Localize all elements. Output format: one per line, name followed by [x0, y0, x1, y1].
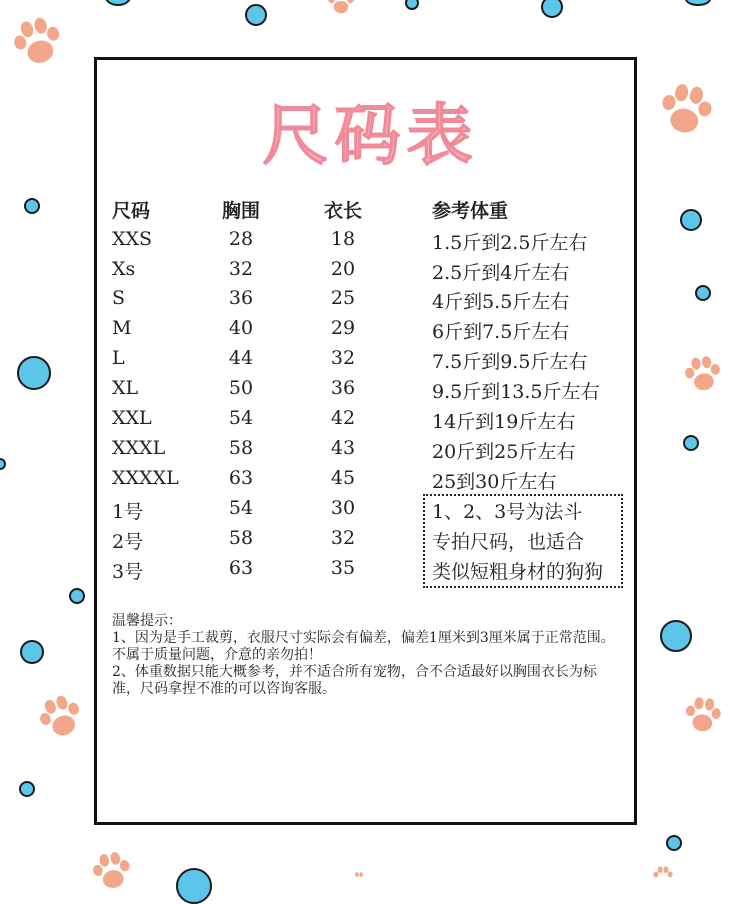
- cell-length: 29: [330, 317, 356, 339]
- cell-length: 25: [330, 287, 356, 309]
- blue-dot-decoration: [680, 209, 702, 231]
- paw-print-icon: [640, 866, 686, 887]
- header-chest: 胸围: [221, 200, 260, 222]
- cell-length: 35: [330, 557, 356, 579]
- paw-print-icon: [32, 689, 90, 746]
- cell-size: XXS: [112, 228, 153, 250]
- cell-weight: 1.5斤到2.5斤左右: [432, 232, 588, 254]
- blue-dot-decoration: [685, 0, 711, 6]
- tips-line-1: 1、因为是手工裁剪，衣服尺寸实际会有偏差，偏差1厘米到3厘米属于正常范围。不属于质量问题，介意的亲勿拍！: [112, 630, 615, 663]
- cell-length: 18: [330, 228, 356, 250]
- cell-length: 32: [330, 347, 356, 369]
- note-line: 1、2、3号为法斗: [432, 501, 583, 523]
- paw-print-icon: [83, 848, 141, 896]
- blue-dot-decoration: [17, 356, 51, 390]
- blue-dot-decoration: [105, 0, 131, 6]
- cell-chest: 58: [228, 437, 254, 459]
- blue-dot-decoration: [20, 640, 44, 664]
- blue-dot-decoration: [0, 458, 6, 470]
- cell-chest: 50: [228, 377, 254, 399]
- cell-length: 45: [330, 467, 356, 489]
- cell-chest: 58: [228, 527, 254, 549]
- blue-dot-decoration: [405, 0, 419, 10]
- tips-heading: 温馨提示：: [112, 613, 182, 629]
- cell-size: Xs: [112, 258, 136, 280]
- cell-chest: 54: [228, 407, 254, 429]
- cell-size: XL: [112, 377, 139, 399]
- cell-size: M: [112, 317, 132, 339]
- cell-size: 2号: [112, 531, 144, 553]
- cell-size: 1号: [112, 501, 144, 523]
- cell-size: 3号: [112, 561, 144, 583]
- cell-weight: 2.5斤到4斤左右: [432, 262, 570, 284]
- cell-chest: 40: [228, 317, 254, 339]
- tips-line-2: 2、体重数据只能大概参考，并不适合所有宠物，合不合适最好以胸围衣长为标准，尺码拿捏不准的可以咨询客服。: [112, 664, 597, 697]
- cell-length: 32: [330, 527, 356, 549]
- cell-weight: 6斤到7.5斤左右: [432, 321, 570, 343]
- cell-weight: 9.5斤到13.5斤左右: [432, 381, 600, 403]
- header-length: 衣长: [323, 200, 362, 222]
- blue-dot-decoration: [24, 198, 40, 214]
- blue-dot-decoration: [660, 620, 692, 652]
- cell-chest: 63: [228, 557, 254, 579]
- blue-dot-decoration: [176, 868, 212, 904]
- blue-dot-decoration: [683, 435, 699, 451]
- header-size: 尺码: [112, 200, 151, 222]
- cell-chest: 44: [228, 347, 254, 369]
- cell-length: 42: [330, 407, 356, 429]
- cell-chest: 54: [228, 497, 254, 519]
- blue-dot-decoration: [245, 4, 267, 26]
- blue-dot-decoration: [666, 835, 682, 851]
- paw-print-icon: [681, 353, 726, 396]
- note-line: 专拍尺码，也适合: [432, 531, 585, 553]
- header-weight: 参考体重: [432, 200, 509, 222]
- cell-weight: 14斤到19斤左右: [432, 411, 576, 433]
- cell-length: 43: [330, 437, 356, 459]
- blue-dot-decoration: [69, 588, 85, 604]
- cell-chest: 63: [228, 467, 254, 489]
- cell-weight: 7.5斤到9.5斤左右: [432, 351, 588, 373]
- cell-length: 30: [330, 497, 356, 519]
- paw-print-icon: [681, 695, 725, 737]
- paw-print-icon: [6, 12, 69, 74]
- cell-chest: 32: [228, 258, 254, 280]
- cell-size: XXXXL: [112, 467, 179, 489]
- cell-size: XXXL: [112, 437, 166, 459]
- tips-section: [112, 613, 624, 698]
- cell-chest: 36: [228, 287, 254, 309]
- cell-weight: 25到30斤左右: [432, 471, 557, 493]
- cell-weight: 4斤到5.5斤左右: [432, 291, 570, 313]
- blue-dot-decoration: [541, 0, 563, 18]
- blue-dot-decoration: [695, 285, 711, 301]
- cell-size: L: [112, 347, 125, 369]
- page-title: 尺码表: [262, 97, 479, 174]
- cell-size: S: [112, 287, 126, 309]
- cell-length: 20: [330, 258, 356, 280]
- blue-dot-decoration: [19, 781, 35, 797]
- cell-weight: 20斤到25斤左右: [432, 441, 576, 463]
- paw-print-icon: [344, 872, 374, 887]
- paw-print-icon: [322, 0, 360, 16]
- cell-chest: 28: [228, 228, 254, 250]
- cell-size: XXL: [112, 407, 152, 429]
- cell-length: 36: [330, 377, 356, 399]
- note-line: 类似短粗身材的狗狗: [432, 561, 604, 583]
